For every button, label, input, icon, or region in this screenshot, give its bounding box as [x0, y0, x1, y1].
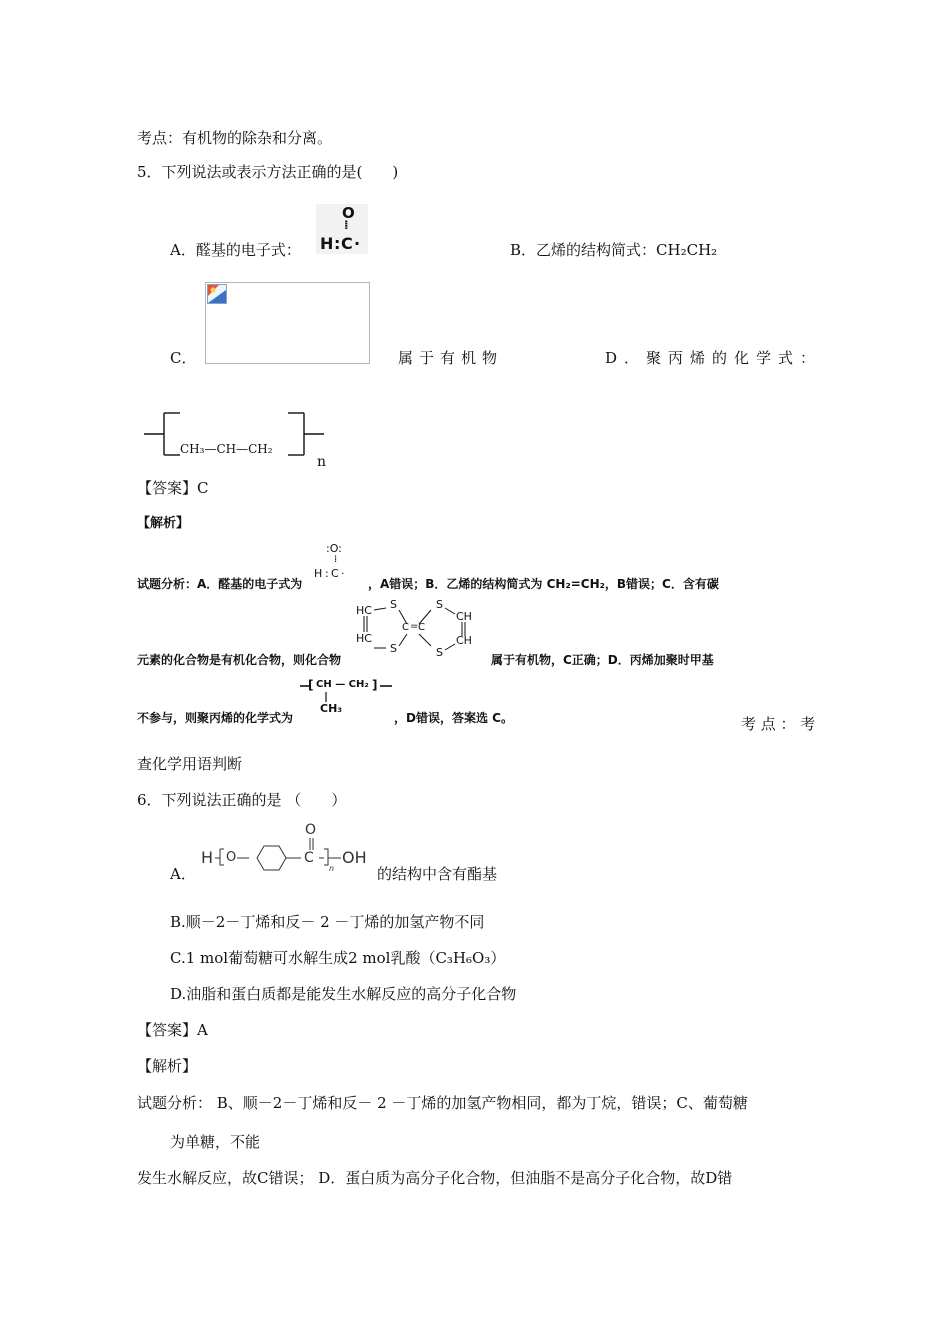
q6-option-d: D.油脂和蛋白质都是能发生水解反应的高分子化合物 [170, 985, 517, 1003]
q5-analysis-line1b: ，A错误；B．乙烯的结构简式为 CH₂=CH₂，B错误；C．含有碳 [368, 577, 719, 591]
atom-s: S [390, 598, 397, 611]
broken-image-placeholder [205, 282, 370, 364]
polypropylene-brackets [140, 408, 340, 468]
repeat-n: n [329, 864, 335, 873]
q6-option-a-tail: 的结构中含有酯基 [377, 865, 498, 883]
atom-c: C [402, 622, 409, 633]
polymer-n: n [317, 454, 327, 470]
dot: · [341, 567, 345, 580]
q5-kaodian-b: 查化学用语判断 [137, 755, 243, 773]
atom-c: C [341, 234, 353, 253]
q5-analysis-title: 【解析】 [137, 516, 190, 531]
dots: ⁞ [334, 554, 338, 565]
atom-h: H [201, 848, 214, 867]
q5-answer: 【答案】C [137, 479, 209, 497]
atom-o: :O: [326, 542, 342, 555]
q6-option-b: B.顺－2－丁烯和反－ 2 －丁烯的加氢产物不同 [170, 913, 485, 931]
atom-o-carbonyl: O [305, 822, 317, 838]
q5-analysis-line1: 试题分析：A．醛基的电子式为 [137, 577, 303, 591]
broken-image-icon [207, 284, 227, 304]
q5-kaodian-a: 考 点 ： 考 [741, 715, 816, 733]
polyester-structure [201, 820, 377, 878]
poly-methyl: CH₃ [320, 702, 343, 715]
q5-option-d-label: D．聚丙烯的化学式： [605, 349, 823, 367]
q5-option-c-tail: 属于有机物 [398, 349, 504, 367]
atom-hc: HC [356, 632, 372, 645]
q6-analysis-line3: 发生水解反应，故C错误； D．蛋白质为高分子化合物，但油脂不是高分子化合物，故D错 [137, 1169, 733, 1187]
q5-option-b: B．乙烯的结构简式：CH₂CH₂ [510, 241, 718, 259]
poly-main-chain: CH — CH₂ [316, 679, 369, 690]
q6-option-a-label: A． [170, 865, 196, 883]
atom-c: C [331, 567, 339, 580]
polypropylene-chain: CH₃—CH—CH₂ [180, 442, 273, 456]
q6-analysis-title: 【解析】 [137, 1057, 198, 1075]
bracket-right: ] [372, 678, 378, 692]
kaodian-line: 考点：有机物的除杂和分离。 [137, 129, 333, 147]
atom-c: C [418, 622, 425, 633]
aldehyde-electron-formula-small [314, 542, 354, 586]
dots-colon: ⁞ [344, 218, 349, 232]
atom-c: C [304, 850, 314, 866]
question-6-stem: 6．下列说法正确的是 （ ） [137, 791, 347, 809]
q6-analysis-line2: 为单糖，不能 [170, 1133, 261, 1151]
q5-analysis-line3: 不参与，则聚丙烯的化学式为 [137, 711, 294, 725]
atom-h: H [314, 567, 323, 580]
atom-o: O [226, 850, 237, 865]
q5-option-a-label: A．醛基的电子式： [170, 241, 301, 259]
dot: · [354, 234, 361, 253]
q5-option-c-label: C． [170, 349, 197, 367]
q6-analysis-line1: 试题分析： B、顺－2－丁烯和反－ 2 －丁烯的加氢产物相同，都为丁烷，错误；C、葡萄糖 [137, 1094, 748, 1112]
atom-s: S [436, 598, 443, 611]
q5-analysis-line2b: 属于有机物，C正确；D．丙烯加聚时甲基 [491, 653, 714, 667]
atom-ch: CH [456, 610, 472, 623]
q5-analysis-line2: 元素的化合物是有机化合物，则化合物 [137, 653, 342, 667]
polypropylene-small-structure [300, 678, 392, 718]
question-5-stem: 5．下列说法或表示方法正确的是( ) [137, 163, 399, 181]
q6-answer: 【答案】A [137, 1021, 208, 1039]
dots-colon: : [325, 567, 329, 580]
atom-o: O [342, 204, 355, 222]
atom-oh: OH [342, 848, 367, 867]
dots-colon: : [334, 234, 341, 253]
atom-h: H [320, 234, 334, 253]
tetrathiafulvalene-structure [352, 598, 482, 662]
q5-analysis-line3b: ，D错误，答案选 C。 [394, 711, 513, 725]
double-bond: = [410, 621, 419, 632]
bracket-left: [ [308, 678, 314, 692]
q6-option-c: C.1 mol葡萄糖可水解生成2 mol乳酸（C₃H₆O₃） [170, 949, 506, 967]
aldehyde-electron-formula-image [316, 204, 368, 254]
atom-ch: CH [456, 634, 472, 647]
atom-hc: HC [356, 604, 372, 617]
atom-s: S [436, 646, 443, 659]
atom-s: S [390, 642, 397, 655]
